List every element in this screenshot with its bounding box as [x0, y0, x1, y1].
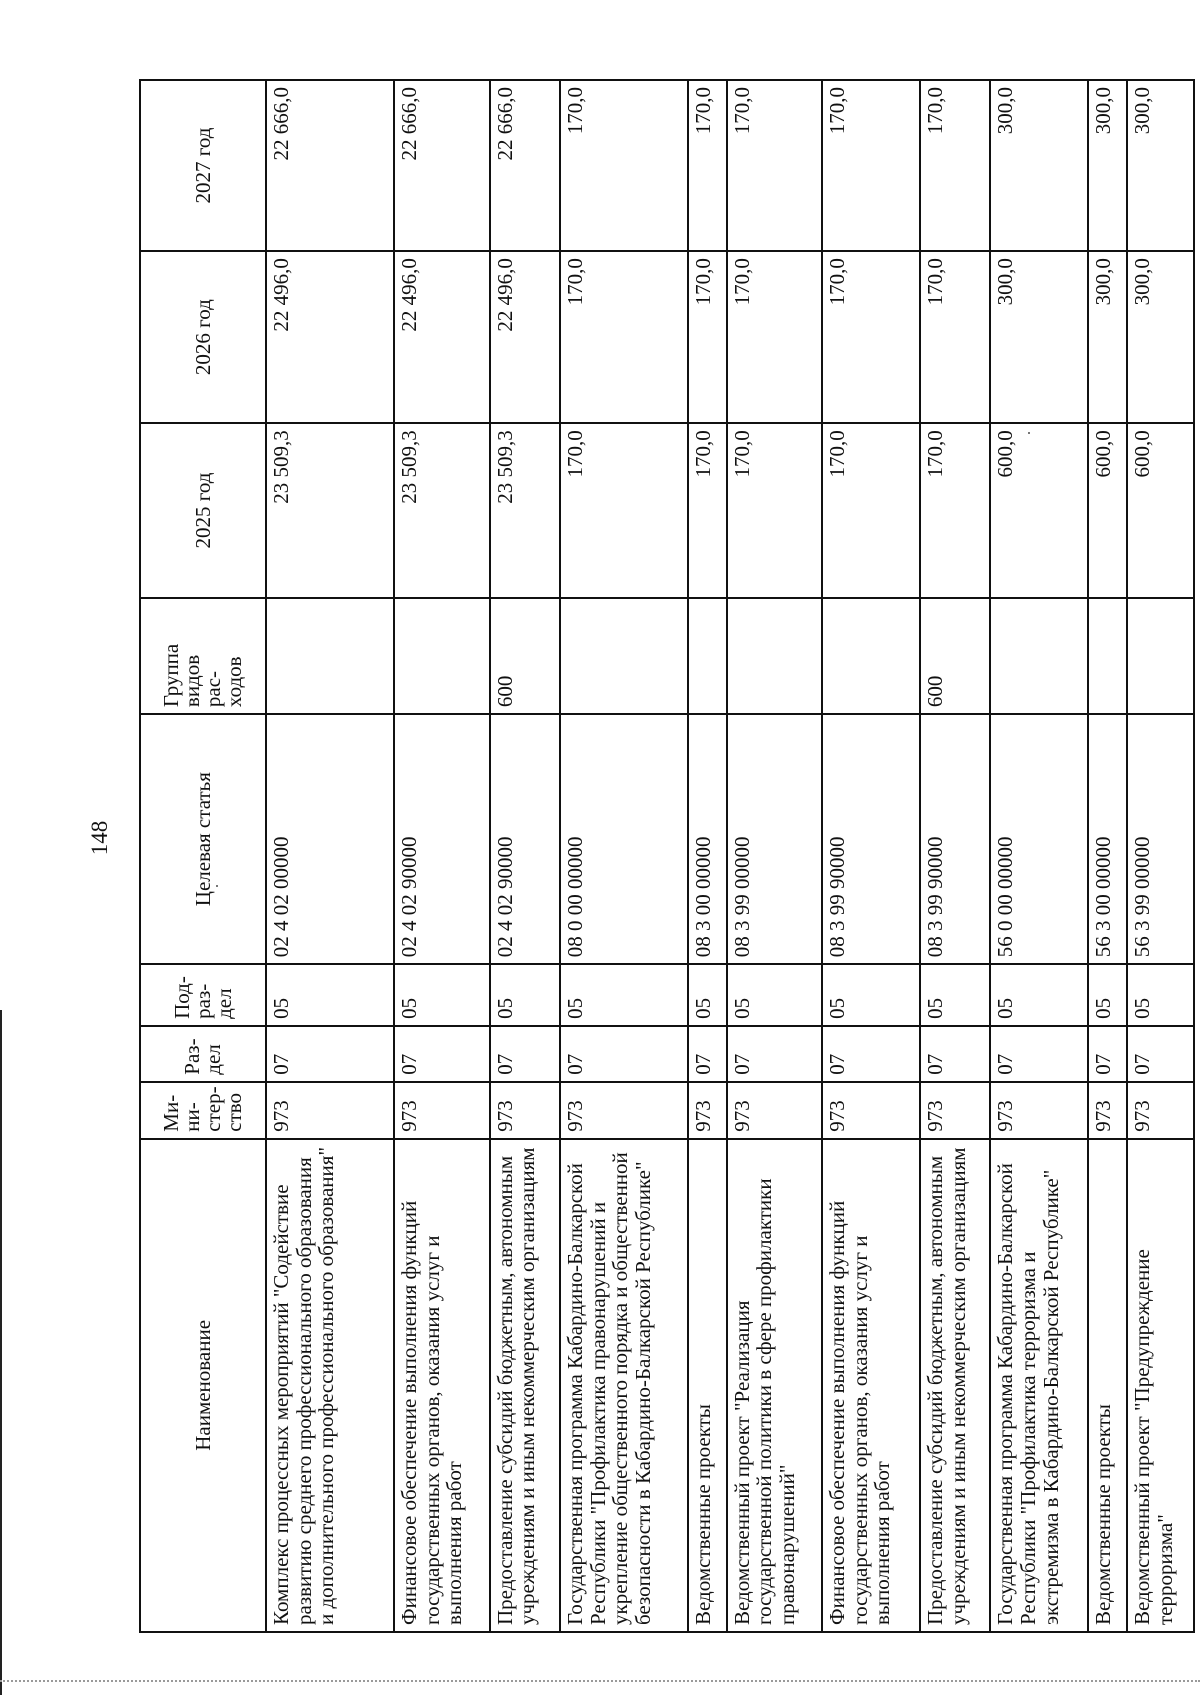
cell-2026: 170,0 [920, 251, 990, 423]
cell-name: Государственная программа Кабардино-Балкарской Республики "Профилактика правонарушений и укрепление общественного порядка и общественной безопасности в Кабардино-Балкарской Республике" [560, 1139, 688, 1632]
cell-group [266, 598, 394, 714]
header-group: Группа видов рас- ходов [140, 598, 266, 714]
cell-target: 08 3 00 00000 [688, 714, 727, 964]
cell-target: 08 0 00 00000 [560, 714, 688, 964]
cell-2027: 170,0 [688, 80, 727, 251]
cell-section: 07 [920, 1026, 990, 1082]
cell-section: 07 [1088, 1026, 1127, 1082]
header-2025: 2025 год [140, 423, 266, 598]
cell-group [560, 598, 688, 714]
table-row [394, 80, 489, 1632]
cell-group [688, 598, 727, 714]
cell-2026: 170,0 [560, 251, 688, 423]
cell-ministry: 973 [266, 1082, 394, 1139]
cell-2026: 22 496,0 [266, 251, 394, 423]
cell-subsection: 05 [1127, 964, 1194, 1026]
cell-subsection: 05 [1088, 964, 1127, 1026]
rotated-table-wrapper [139, 79, 1195, 1633]
cell-target: 08 3 99 00000 [727, 714, 822, 964]
cell-subsection: 05 [990, 964, 1088, 1026]
cell-ministry: 973 [1127, 1082, 1194, 1139]
cell-section: 07 [990, 1026, 1088, 1082]
cell-2027: 170,0 [727, 80, 822, 251]
cell-group [1127, 598, 1194, 714]
cell-ministry: 973 [394, 1082, 489, 1139]
cell-subsection: 05 [688, 964, 727, 1026]
cell-subsection: 05 [490, 964, 560, 1026]
cell-section: 07 [1127, 1026, 1194, 1082]
cell-ministry: 973 [1088, 1082, 1127, 1139]
header-ministry: Ми- ни- стер- ство [140, 1082, 266, 1139]
cell-ministry: 973 [920, 1082, 990, 1139]
cell-subsection: 05 [394, 964, 489, 1026]
cell-section: 07 [394, 1026, 489, 1082]
table-row [490, 80, 560, 1632]
cell-2027: 22 666,0 [490, 80, 560, 251]
table-row [1088, 80, 1127, 1632]
budget-table [139, 79, 1195, 1633]
cell-name: Государственная программа Кабардино-Балкарской Республики "Профилактика терроризма и экстремизма в Кабардино-Балкарской Республике" [990, 1139, 1088, 1632]
cell-subsection: 05 [560, 964, 688, 1026]
cell-ministry: 973 [727, 1082, 822, 1139]
cell-target: 02 4 02 90000 [394, 714, 489, 964]
table-row [266, 80, 394, 1632]
cell-name: Финансовое обеспечение выполнения функций государственных органов, оказания услуг и выполнения работ [394, 1139, 489, 1632]
cell-2025: 170,0 [822, 423, 920, 598]
cell-2025: 170,0 [920, 423, 990, 598]
cell-section: 07 [490, 1026, 560, 1082]
cell-2025: 170,0 [688, 423, 727, 598]
cell-target: 08 3 99 90000 [822, 714, 920, 964]
header-target: Целевая статья [140, 714, 266, 964]
cell-subsection: 05 [266, 964, 394, 1026]
table-row [990, 80, 1088, 1632]
cell-target: 02 4 02 00000 [266, 714, 394, 964]
scan-speck [1028, 432, 1030, 434]
cell-group [727, 598, 822, 714]
cell-target: 56 3 00 00000 [1088, 714, 1127, 964]
cell-2025: 170,0 [560, 423, 688, 598]
cell-2026: 300,0 [1127, 251, 1194, 423]
cell-2026: 22 496,0 [490, 251, 560, 423]
cell-2026: 170,0 [822, 251, 920, 423]
header-section: Раз- дел [140, 1026, 266, 1082]
cell-section: 07 [688, 1026, 727, 1082]
cell-2027: 170,0 [920, 80, 990, 251]
cell-2025: 23 509,3 [490, 423, 560, 598]
cell-ministry: 973 [688, 1082, 727, 1139]
header-subsection: Под- раз- дел [140, 964, 266, 1026]
cell-name: Ведомственные проекты [1088, 1139, 1127, 1632]
cell-group [822, 598, 920, 714]
table-row [1127, 80, 1194, 1632]
cell-2025: 23 509,3 [394, 423, 489, 598]
cell-target: 02 4 02 90000 [490, 714, 560, 964]
table-row [920, 80, 990, 1632]
cell-2027: 300,0 [1088, 80, 1127, 251]
cell-section: 07 [822, 1026, 920, 1082]
cell-name: Финансовое обеспечение выполнения функций государственных органов, оказания услуг и выполнения работ [822, 1139, 920, 1632]
cell-group [1088, 598, 1127, 714]
scan-edge-line [0, 1680, 1200, 1682]
cell-2025: 23 509,3 [266, 423, 394, 598]
cell-name: Ведомственный проект "Реализация государственной политики в сфере профилактики правонарушений" [727, 1139, 822, 1632]
table-body [266, 80, 1194, 1632]
cell-2026: 300,0 [1088, 251, 1127, 423]
cell-name: Предоставление субсидий бюджетным, автономным учреждениям и иным некоммерческим организациям [490, 1139, 560, 1632]
header-2026: 2026 год [140, 251, 266, 423]
cell-2025: 600,0 [1088, 423, 1127, 598]
cell-target: 08 3 99 90000 [920, 714, 990, 964]
cell-ministry: 973 [822, 1082, 920, 1139]
cell-2026: 170,0 [688, 251, 727, 423]
table-header [140, 80, 266, 1632]
header-name: Наименование [140, 1139, 266, 1632]
cell-section: 07 [266, 1026, 394, 1082]
table-row [560, 80, 688, 1632]
cell-group: 600 [920, 598, 990, 714]
cell-2027: 22 666,0 [394, 80, 489, 251]
cell-target: 56 0 00 00000 [990, 714, 1088, 964]
cell-2027: 170,0 [822, 80, 920, 251]
table-row [688, 80, 727, 1632]
cell-ministry: 973 [490, 1082, 560, 1139]
cell-subsection: 05 [727, 964, 822, 1026]
cell-section: 07 [727, 1026, 822, 1082]
cell-2027: 170,0 [560, 80, 688, 251]
cell-2026: 170,0 [727, 251, 822, 423]
cell-ministry: 973 [560, 1082, 688, 1139]
cell-name: Ведомственные проекты [688, 1139, 727, 1632]
cell-2026: 300,0 [990, 251, 1088, 423]
cell-group [394, 598, 489, 714]
cell-2027: 300,0 [990, 80, 1088, 251]
header-2027: 2027 год [140, 80, 266, 251]
table-row [822, 80, 920, 1632]
cell-name: Комплекс процессных мероприятий "Содействие развитию среднего профессионального образования и дополнительного профессионального образования" [266, 1139, 394, 1632]
cell-subsection: 05 [920, 964, 990, 1026]
cell-name: Предоставление субсидий бюджетным, автономным учреждениям и иным некоммерческим организациям [920, 1139, 990, 1632]
cell-2026: 22 496,0 [394, 251, 489, 423]
page-number: 148 [87, 820, 112, 856]
cell-2025: 170,0 [727, 423, 822, 598]
table-row [727, 80, 822, 1632]
cell-target: 56 3 99 00000 [1127, 714, 1194, 964]
cell-2027: 22 666,0 [266, 80, 394, 251]
cell-2025: 600,0 [1127, 423, 1194, 598]
cell-name: Ведомственный проект "Предупреждение терроризма" [1127, 1139, 1194, 1632]
cell-subsection: 05 [822, 964, 920, 1026]
scan-speck [216, 885, 218, 887]
cell-ministry: 973 [990, 1082, 1088, 1139]
cell-2027: 300,0 [1127, 80, 1194, 251]
cell-section: 07 [560, 1026, 688, 1082]
cell-2025: 600,0 [990, 423, 1088, 598]
header-row [140, 80, 266, 1632]
cell-group: 600 [490, 598, 560, 714]
cell-group [990, 598, 1088, 714]
margin-rule [0, 1010, 2, 1695]
